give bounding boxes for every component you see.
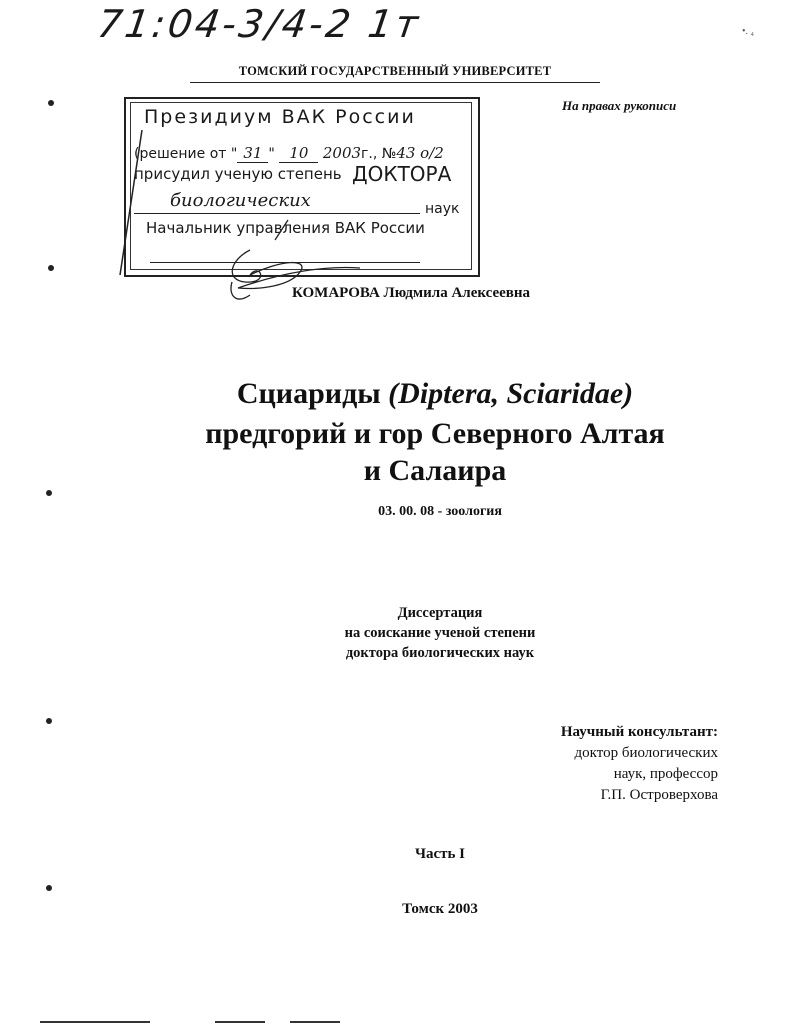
consultant-label: Научный консультант: (560, 724, 718, 740)
stamp-field-handwritten: биологических (170, 190, 311, 211)
university-name: ТОМСКИЙ ГОСУДАРСТВЕННЫЙ УНИВЕРСИТЕТ (238, 64, 552, 78)
part-number: Часть I (414, 846, 466, 862)
decision-day: 31 (237, 144, 268, 163)
title-latin: (Diptera, Sciaridae) (388, 377, 634, 410)
consultant-line-1: доктор биологических (574, 745, 718, 761)
consultant-name: Г.П. Островерхова (600, 787, 718, 803)
archive-number: 71:04-3/4-2 1т (94, 2, 424, 46)
decision-suffix: г., № (361, 146, 397, 162)
header-rule (190, 82, 600, 83)
dissertation-line-2: на соискание ученой степени (344, 625, 536, 641)
punch-dot (46, 885, 52, 891)
dissertation-line-3: доктора биологических наук (345, 645, 535, 661)
signature-stroke (232, 250, 360, 288)
punch-dot (48, 100, 54, 106)
decision-mid: " (268, 146, 275, 162)
consultant-line-2: наук, профессор (613, 766, 718, 782)
scan-edge-line (40, 1021, 150, 1023)
manuscript-rights: На правах рукописи (562, 98, 677, 113)
decision-prefix: (решение от " (134, 146, 238, 162)
stamp-nauk: наук (425, 201, 460, 217)
title-line-2: предгорий и гор Северного Алтая (205, 417, 665, 450)
title-plain: Сциариды (236, 377, 389, 410)
corner-mark: •. ₄ (742, 26, 754, 37)
stamp-title: Президиум ВАК России (144, 106, 416, 128)
decision-number: 43 о/2 (396, 144, 444, 162)
city-year: Томск 2003 (402, 901, 478, 917)
title-line-1 (160, 376, 710, 412)
punch-dot (46, 718, 52, 724)
stamp-awarded: присудил ученую степень (134, 165, 342, 183)
punch-dot (46, 490, 52, 496)
punch-dot (48, 265, 54, 271)
author-name: КОМАРОВА Людмила Алексеевна (292, 285, 531, 301)
stamp-degree: ДОКТОРА (352, 162, 452, 186)
decision-year: 2003 (322, 144, 362, 162)
title-line-3: и Салаира (363, 454, 507, 487)
stamp-head: Начальник управления ВАК России (146, 219, 425, 237)
scan-edge-line (290, 1021, 340, 1023)
dissertation-label: Диссертация (397, 605, 483, 621)
stamp-signature-scribble (110, 100, 470, 305)
signature-tick (275, 220, 288, 240)
specialty-code: 03. 00. 08 - зоология (378, 504, 502, 519)
stamp-slash-stroke (120, 130, 142, 275)
scan-edge-line (215, 1021, 265, 1023)
decision-month: 10 (279, 144, 318, 163)
